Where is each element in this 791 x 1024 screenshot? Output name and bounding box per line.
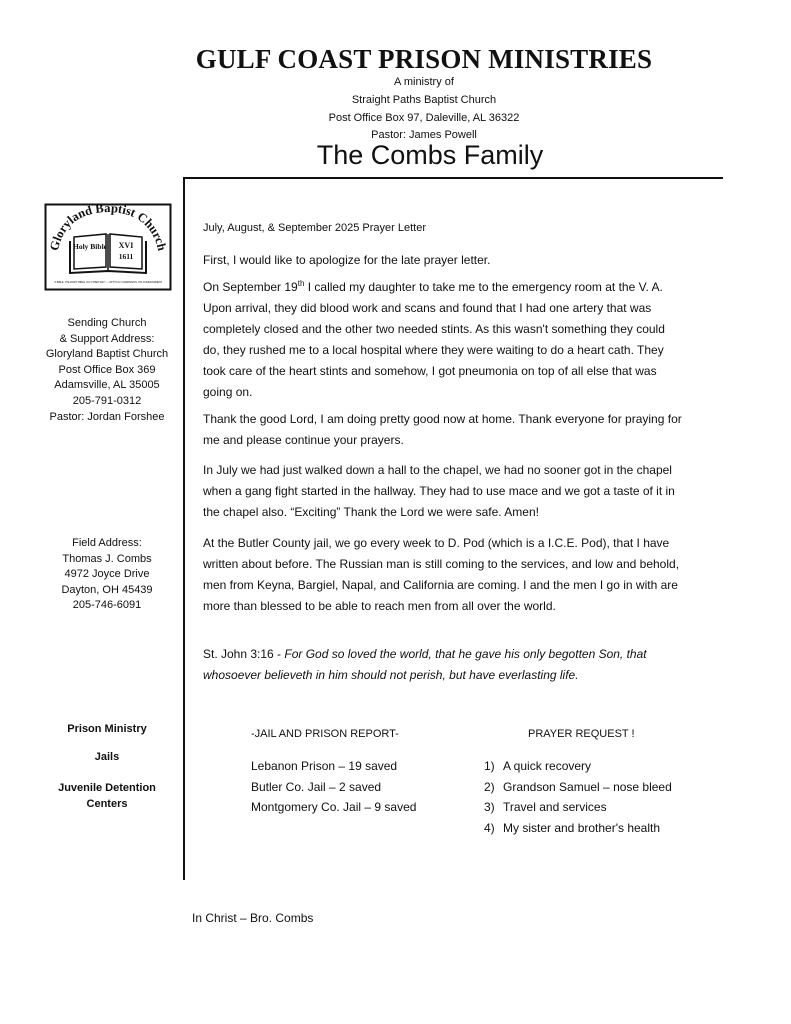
- letter-paragraph-1: [203, 250, 683, 271]
- prayer-item: [484, 818, 672, 839]
- p2-start: On September 19: [203, 280, 298, 294]
- bible-right-top-text: XVI: [118, 241, 134, 250]
- family-name-title: The Combs Family: [316, 140, 544, 170]
- prayer-item-number: 3): [484, 800, 495, 814]
- bible-icon: [70, 234, 146, 273]
- ministry-of-line: A ministry of: [394, 76, 454, 88]
- sending-church-block: [32, 316, 182, 425]
- sending-church-pastor: Pastor: Jordan Forshee: [49, 410, 165, 423]
- bible-right-bottom-text: 1611: [118, 252, 134, 261]
- logo-motto: "A BIBLE, THE RIGHT BIBLE, NO OTHER WAY" — WITH KJV COMMISSION, HIS COMMANDMENT: [53, 281, 163, 284]
- prayer-request-heading: PRAYER REQUEST !: [528, 728, 635, 740]
- verse-text: For God so loved the world, that he gave his only begotten Son, that whosoever believeth in him should not perish, but have everlasting life.: [203, 647, 647, 682]
- church-address: Post Office Box 97, Daleville, AL 36322: [328, 112, 520, 124]
- report-heading: -JAIL AND PRISON REPORT-: [251, 728, 399, 740]
- sending-church-name: Gloryland Baptist Church: [45, 348, 169, 361]
- report-list: [251, 756, 416, 818]
- prayer-item: [484, 756, 672, 777]
- p2-rest: I called my daughter to take me to the emergency room at the V. A. Upon arrival, they did blood work and scans and found that I had one artery that was completely closed and the other two needed stints. As this wasn't something they could do, they rushed me to a local hospital where they were waiting to do a heart cath. They took care of the heart stints and somehow, I got pneumonia on top of all else that was going on.: [203, 280, 665, 399]
- ministry-juvenile: Juvenile Detention: [58, 782, 156, 795]
- header-divider: [183, 177, 723, 179]
- report-item: Butler Co. Jail – 2 saved: [251, 779, 382, 794]
- apology-text: First, I would like to apologize for the late prayer letter.: [203, 253, 491, 267]
- letter-paragraph-4: [203, 460, 683, 523]
- prayer-item-number: 4): [484, 820, 495, 835]
- field-address-phone: 205-746-6091: [72, 599, 142, 612]
- ministry-jails: Jails: [94, 750, 120, 763]
- letter-paragraph-2: [203, 277, 683, 403]
- church-name: Straight Paths Baptist Church: [351, 94, 497, 106]
- butler-jail-text: At the Butler County jail, we go every week to D. Pod (which is a I.C.E. Pod), that I have written about before. The Russian man is still coming to the services, and low and behold, men from Keyna, Bargiel, Napal, and California are coming. I and the men I go in with are more than blessed to be able to reach men from all over the world.: [203, 536, 680, 613]
- sending-church-phone: 205-791-0312: [72, 394, 142, 407]
- church-logo-seal: [44, 203, 172, 291]
- verse-reference: St. John 3:16 -: [203, 647, 285, 661]
- thanks-text: Thank the good Lord, I am doing pretty good now at home. Thank everyone for praying for me and please continue your prayers.: [203, 412, 682, 447]
- church-pastor: Pastor: James Powell: [371, 129, 477, 141]
- scripture-verse: [203, 644, 683, 686]
- letter-paragraph-5: [203, 533, 683, 617]
- prayer-item-number: 2): [484, 779, 495, 794]
- field-address-label: Field Address:: [72, 537, 142, 549]
- report-item: Lebanon Prison – 19 saved: [251, 759, 398, 773]
- chapel-story-text: In July we had just walked down a hall to the chapel, we had no sooner got in the chapel when a gang fight started in the hallway. They had to use mace and we got a taste of it in the chapel also. “Exciting” Thank the Lord we were safe. Amen!: [203, 463, 675, 519]
- ministry-prison: Prison Ministry: [67, 723, 147, 735]
- field-address-block: [32, 536, 182, 614]
- ministry-list-block: [32, 722, 182, 812]
- logo-arc-text: Gloryland Baptist Church: [46, 203, 170, 253]
- sending-church-city: Adamsville, AL 35005: [54, 379, 160, 392]
- prayer-item-text: A quick recovery: [503, 759, 592, 773]
- prayer-item: [484, 797, 672, 818]
- ministry-centers: Centers: [86, 797, 128, 810]
- prayer-item-text: Travel and services: [503, 800, 607, 814]
- bible-left-text: Holy Bible: [73, 242, 107, 251]
- health-story-text: [203, 277, 683, 403]
- letter-closing: In Christ – Bro. Combs: [192, 911, 314, 925]
- prayer-item-number: 1): [484, 759, 495, 773]
- prayer-item-text: My sister and brother's health: [503, 820, 661, 835]
- prayer-request-list: [484, 756, 672, 838]
- report-item: Montgomery Co. Jail – 9 saved: [251, 800, 417, 814]
- field-address-city: Dayton, OH 45439: [61, 583, 153, 596]
- sending-church-label: Sending Church: [67, 317, 147, 329]
- field-address-name: Thomas J. Combs: [62, 552, 152, 565]
- sidebar-divider: [183, 177, 185, 880]
- p2-superscript: th: [297, 279, 305, 288]
- prayer-item-text: Grandson Samuel – nose bleed: [503, 779, 672, 794]
- sending-church-pobox: Post Office Box 369: [58, 363, 156, 376]
- letter-paragraph-3: [203, 409, 683, 451]
- support-address-label: & Support Address:: [59, 332, 155, 345]
- letter-date-line: July, August, & September 2025 Prayer Letter: [203, 222, 426, 234]
- organization-title: GULF COAST PRISON MINISTRIES: [195, 44, 653, 74]
- field-address-street: 4972 Joyce Drive: [64, 568, 150, 581]
- prayer-item: [484, 777, 672, 798]
